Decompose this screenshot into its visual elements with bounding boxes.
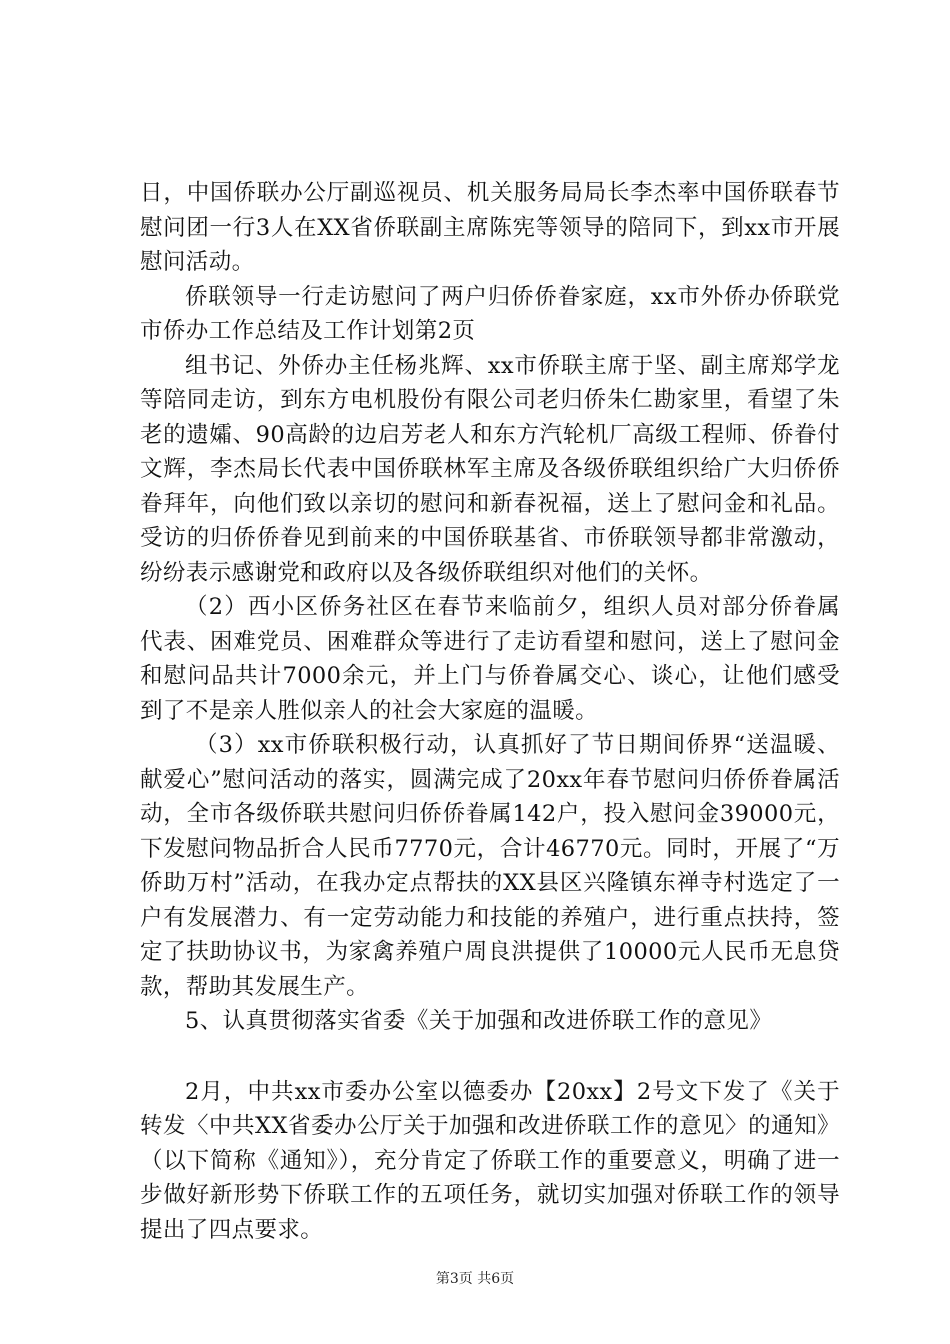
paragraph-notice: 2月，中共xx市委办公室以德委办【20xx】2号文下发了《关于转发〈中共XX省委办公厅关于加强和改进侨联工作的意见〉的通知》（以下简称《通知》），充分肯定了侨联工作的重要意义，明确了进一步做好新形势下侨联工作的五项任务，就切实加强对侨联工作的领导提出了四点要求。 [140,1078,840,1243]
page-footer: 第3页 共6页 [435,1271,515,1287]
paragraph-gap [140,1039,840,1075]
paragraph-item-2: （2）西小区侨务社区在春节来临前夕，组织人员对部分侨眷属代表、困难党员、困难群众等进行了走访看望和慰问，送上了慰问金和慰问品共计7000余元，并上门与侨眷属交心、谈心，让他们感受到了不是亲人胜似亲人的社会大家庭的温暖。 [140,594,840,724]
paragraph-item-3: （3）xx市侨联积极行动，认真抓好了节日期间侨界“送温暖、献爱心”慰问活动的落实，圆满完成了20xx年春节慰问归侨侨眷属活动，全市各级侨联共慰问归侨侨眷属142户，投入慰问金39000元，下发慰问物品折合人民币7770元，合计46770元。同时，开展了“万侨助万村”活动，在我办定点帮扶的XX县区兴隆镇东禅寺村选定了一户有发展潜力、有一定劳动能力和技能的养殖户，进行重点扶持，签定了扶助协议书，为家禽养殖户周良洪提供了10000元人民币无息贷款，帮助其发展生产。 [140,732,840,1000]
paragraph-visit-intro: 日，中国侨联办公厅副巡视员、机关服务局局长李杰率中国侨联春节慰问团一行3人在XX省侨联副主席陈宪等领导的陪同下，到xx市开展慰问活动。 [140,180,840,275]
paragraph-family-visit: 侨联领导一行走访慰问了两户归侨侨眷家庭，xx市外侨办侨联党市侨办工作总结及工作计划第2页 [140,283,840,344]
section-heading-5: 5、认真贯彻落实省委《关于加强和改进侨联工作的意见》 [185,1008,773,1034]
document-body [140,176,840,1247]
paragraph-accompanying-officials: 组书记、外侨办主任杨兆辉、xx市侨联主席于坚、副主席郑学龙等陪同走访，到东方电机股份有限公司老归侨朱仁勘家里，看望了朱老的遗孀、90高龄的边启芳老人和东方汽轮机厂高级工程师、侨眷付文辉，李杰局长代表中国侨联林军主席及各级侨联组织给广大归侨侨眷拜年，向他们致以亲切的慰问和新春祝福，送上了慰问金和礼品。受访的归侨侨眷见到前来的中国侨联基省、市侨联领导都非常激动，纷纷表示感谢党和政府以及各级侨联组织对他们的关怀。 [140,352,840,586]
